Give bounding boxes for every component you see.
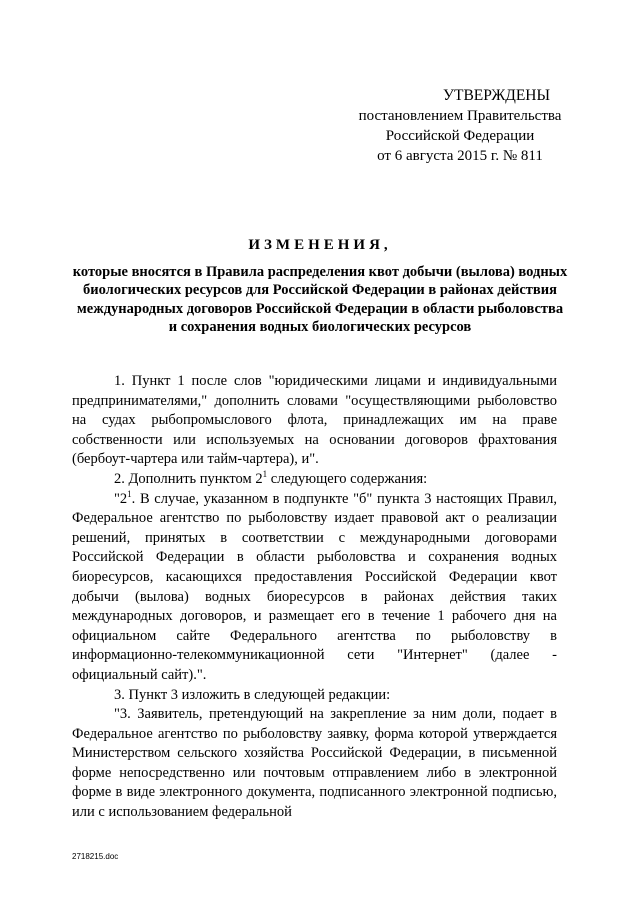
file-name-footer: 2718215.doc <box>72 852 119 861</box>
approval-line-1: постановлением Правительства <box>358 108 562 124</box>
paragraph-3-superscript: 1 <box>127 488 132 499</box>
paragraph-2-text-end: следующего содержания: <box>267 470 428 487</box>
paragraph-3-text-start: "2 <box>114 490 128 507</box>
approval-line-2: Российской Федерации <box>385 128 535 144</box>
paragraph-5: "3. Заявитель, претендующий на закрепление за ним доли, подает в Федеральное агентство по рыболовству заявку, форма которой утверждается Министерством сельского хозяйства Российской Федерации, в письменной форме непосредственно или почтовым отправлением либо в электронной форме в виде электронного документа, подписанного электронной подписью, или с использованием федеральной <box>72 706 557 821</box>
document-title: ИЗМЕНЕНИЯ, <box>248 237 392 253</box>
approved-heading: УТВЕРЖДЕНЫ <box>443 87 550 104</box>
paragraph-2-superscript: 1 <box>262 469 268 480</box>
paragraph-3-text-end: . В случае, указанном в подпункте "б" пункта 3 настоящих Правил, Федеральное агентство по рыболовству издает правовой акт о реализации решений, принятых в соответствии с международными договорами Российской Федерации в области рыболовства и сохранения водных биоресурсов, касающихся предоставления Российской Федерации квот добычи (вылова) водных биоресурсов в районах действия таких международных договоров, и размещает его в течение 1 рабочего дня на официальном сайте Федерального агентства по рыболовству в информационно-телекоммуникационной сети "Интернет" (далее - официальный сайт).". <box>72 490 557 683</box>
approval-line-3: от 6 августа 2015 г. № 811 <box>377 148 543 164</box>
document-body <box>72 372 557 823</box>
paragraph-2 <box>72 470 557 490</box>
paragraph-1: 1. Пункт 1 после слов "юридическими лицами и индивидуальными предпринимателями," дополнить словами "осуществляющими рыболовство на судах рыбопромыслового флота, принадлежащих им на праве собственности или используемых на основании договоров фрахтования (бербоут-чартера или тайм-чартера), и". <box>72 373 557 468</box>
paragraph-3 <box>72 490 557 686</box>
paragraph-2-text-start: 2. Дополнить пунктом 2 <box>114 470 263 487</box>
paragraph-4: 3. Пункт 3 изложить в следующей редакции: <box>114 686 391 703</box>
approval-block <box>320 86 600 166</box>
document-subtitle: которые вносятся в Правила распределения квот добычи (вылова) водных биологических ресурсов для Российской Федерации в районах действия международных договоров Российской Федерации в области рыболовства и сохранения водных биологических ресурсов <box>72 264 568 335</box>
